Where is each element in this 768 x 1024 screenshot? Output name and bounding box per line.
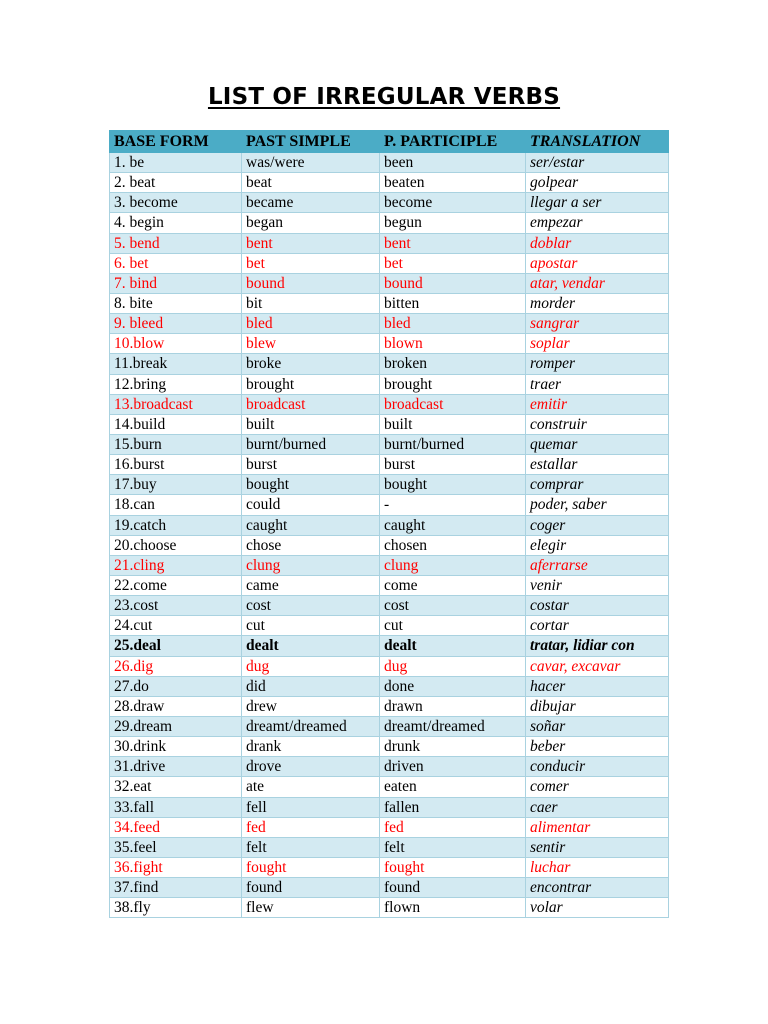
past-participle-cell: dealt	[380, 636, 526, 656]
base-form-cell: 31.drive	[110, 757, 242, 777]
table-row	[110, 676, 669, 696]
base-form-cell: 15.burn	[110, 434, 242, 454]
past-simple-cell: cost	[242, 596, 380, 616]
translation-cell: hacer	[526, 676, 669, 696]
table-row	[110, 374, 669, 394]
table-row	[110, 757, 669, 777]
base-form-cell: 16.burst	[110, 455, 242, 475]
past-participle-cell: cut	[380, 616, 526, 636]
past-simple-cell: felt	[242, 837, 380, 857]
translation-cell: luchar	[526, 857, 669, 877]
past-participle-cell: beaten	[380, 173, 526, 193]
past-simple-cell: was/were	[242, 153, 380, 173]
base-form-cell: 12.bring	[110, 374, 242, 394]
past-simple-cell: broke	[242, 354, 380, 374]
past-participle-cell: dreamt/dreamed	[380, 716, 526, 736]
translation-cell: comer	[526, 777, 669, 797]
table-row	[110, 857, 669, 877]
past-participle-cell: bent	[380, 233, 526, 253]
past-participle-cell: become	[380, 193, 526, 213]
table-row	[110, 575, 669, 595]
table-row	[110, 716, 669, 736]
past-participle-cell: built	[380, 414, 526, 434]
table-row	[110, 737, 669, 757]
base-form-cell: 2. beat	[110, 173, 242, 193]
past-participle-cell: clung	[380, 555, 526, 575]
base-form-cell: 29.dream	[110, 716, 242, 736]
past-participle-cell: eaten	[380, 777, 526, 797]
translation-cell: elegir	[526, 535, 669, 555]
base-form-cell: 36.fight	[110, 857, 242, 877]
translation-cell: venir	[526, 575, 669, 595]
translation-cell: sangrar	[526, 314, 669, 334]
translation-cell: dibujar	[526, 696, 669, 716]
past-simple-cell: could	[242, 495, 380, 515]
translation-cell: apostar	[526, 253, 669, 273]
past-participle-cell: dug	[380, 656, 526, 676]
translation-cell: llegar a ser	[526, 193, 669, 213]
translation-cell: costar	[526, 596, 669, 616]
column-header-past-simple: PAST SIMPLE	[242, 131, 380, 153]
translation-cell: estallar	[526, 455, 669, 475]
table-row	[110, 434, 669, 454]
past-participle-cell: drawn	[380, 696, 526, 716]
table-row	[110, 535, 669, 555]
table-row	[110, 656, 669, 676]
translation-cell: coger	[526, 515, 669, 535]
translation-cell: aferrarse	[526, 555, 669, 575]
past-simple-cell: beat	[242, 173, 380, 193]
past-participle-cell: bound	[380, 273, 526, 293]
translation-cell: comprar	[526, 475, 669, 495]
past-simple-cell: drew	[242, 696, 380, 716]
past-participle-cell: been	[380, 153, 526, 173]
irregular-verbs-table	[109, 130, 669, 918]
past-simple-cell: broadcast	[242, 394, 380, 414]
translation-cell: doblar	[526, 233, 669, 253]
base-form-cell: 28.draw	[110, 696, 242, 716]
past-simple-cell: fed	[242, 817, 380, 837]
past-simple-cell: found	[242, 878, 380, 898]
table-row	[110, 455, 669, 475]
past-simple-cell: drove	[242, 757, 380, 777]
table-row	[110, 515, 669, 535]
table-row	[110, 314, 669, 334]
past-participle-cell: begun	[380, 213, 526, 233]
translation-cell: romper	[526, 354, 669, 374]
past-simple-cell: clung	[242, 555, 380, 575]
past-participle-cell: brought	[380, 374, 526, 394]
base-form-cell: 27.do	[110, 676, 242, 696]
past-participle-cell: bled	[380, 314, 526, 334]
past-participle-cell: bet	[380, 253, 526, 273]
table-row	[110, 555, 669, 575]
table-row	[110, 153, 669, 173]
table-row	[110, 414, 669, 434]
past-simple-cell: bit	[242, 293, 380, 313]
page-title: LIST OF IRREGULAR VERBS	[207, 84, 561, 110]
translation-cell: morder	[526, 293, 669, 313]
base-form-cell: 4. begin	[110, 213, 242, 233]
past-simple-cell: began	[242, 213, 380, 233]
past-simple-cell: caught	[242, 515, 380, 535]
base-form-cell: 9. bleed	[110, 314, 242, 334]
table-row	[110, 273, 669, 293]
table-row	[110, 475, 669, 495]
table-row	[110, 173, 669, 193]
table-row	[110, 394, 669, 414]
past-simple-cell: came	[242, 575, 380, 595]
past-simple-cell: cut	[242, 616, 380, 636]
past-simple-cell: brought	[242, 374, 380, 394]
translation-cell: caer	[526, 797, 669, 817]
base-form-cell: 6. bet	[110, 253, 242, 273]
translation-cell: cortar	[526, 616, 669, 636]
base-form-cell: 1. be	[110, 153, 242, 173]
past-participle-cell: broadcast	[380, 394, 526, 414]
translation-cell: poder, saber	[526, 495, 669, 515]
past-simple-cell: dealt	[242, 636, 380, 656]
past-simple-cell: bought	[242, 475, 380, 495]
table-row	[110, 354, 669, 374]
past-participle-cell: bought	[380, 475, 526, 495]
table-row	[110, 696, 669, 716]
base-form-cell: 13.broadcast	[110, 394, 242, 414]
translation-cell: alimentar	[526, 817, 669, 837]
past-simple-cell: drank	[242, 737, 380, 757]
base-form-cell: 33.fall	[110, 797, 242, 817]
base-form-cell: 21.cling	[110, 555, 242, 575]
past-simple-cell: bent	[242, 233, 380, 253]
base-form-cell: 8. bite	[110, 293, 242, 313]
base-form-cell: 14.build	[110, 414, 242, 434]
past-simple-cell: dreamt/dreamed	[242, 716, 380, 736]
base-form-cell: 18.can	[110, 495, 242, 515]
column-header-translation: TRANSLATION	[526, 131, 669, 153]
base-form-cell: 7. bind	[110, 273, 242, 293]
table-row	[110, 837, 669, 857]
past-participle-cell: done	[380, 676, 526, 696]
base-form-cell: 35.feel	[110, 837, 242, 857]
table-row	[110, 898, 669, 918]
base-form-cell: 10.blow	[110, 334, 242, 354]
past-simple-cell: fought	[242, 857, 380, 877]
base-form-cell: 32.eat	[110, 777, 242, 797]
translation-cell: encontrar	[526, 878, 669, 898]
past-participle-cell: caught	[380, 515, 526, 535]
past-simple-cell: bled	[242, 314, 380, 334]
base-form-cell: 26.dig	[110, 656, 242, 676]
past-simple-cell: became	[242, 193, 380, 213]
past-participle-cell: blown	[380, 334, 526, 354]
base-form-cell: 25.deal	[110, 636, 242, 656]
past-simple-cell: built	[242, 414, 380, 434]
table-row	[110, 878, 669, 898]
translation-cell: soñar	[526, 716, 669, 736]
past-simple-cell: fell	[242, 797, 380, 817]
past-participle-cell: fallen	[380, 797, 526, 817]
table-row	[110, 233, 669, 253]
table-row	[110, 253, 669, 273]
translation-cell: sentir	[526, 837, 669, 857]
table-row	[110, 293, 669, 313]
translation-cell: quemar	[526, 434, 669, 454]
translation-cell: tratar, lidiar con	[526, 636, 669, 656]
table-row	[110, 616, 669, 636]
base-form-cell: 17.buy	[110, 475, 242, 495]
translation-cell: conducir	[526, 757, 669, 777]
base-form-cell: 3. become	[110, 193, 242, 213]
past-participle-cell: bitten	[380, 293, 526, 313]
table-row	[110, 213, 669, 233]
table-header-row	[110, 131, 669, 153]
base-form-cell: 19.catch	[110, 515, 242, 535]
translation-cell: emitir	[526, 394, 669, 414]
column-header-base-form: BASE FORM	[110, 131, 242, 153]
past-participle-cell: fought	[380, 857, 526, 877]
base-form-cell: 22.come	[110, 575, 242, 595]
past-participle-cell: drunk	[380, 737, 526, 757]
past-simple-cell: blew	[242, 334, 380, 354]
base-form-cell: 37.find	[110, 878, 242, 898]
table-row	[110, 334, 669, 354]
column-header-past-participle: P. PARTICIPLE	[380, 131, 526, 153]
translation-cell: empezar	[526, 213, 669, 233]
past-simple-cell: chose	[242, 535, 380, 555]
past-participle-cell: cost	[380, 596, 526, 616]
table-body	[110, 153, 669, 918]
table-row	[110, 797, 669, 817]
base-form-cell: 20.choose	[110, 535, 242, 555]
past-simple-cell: did	[242, 676, 380, 696]
translation-cell: ser/estar	[526, 153, 669, 173]
table-row	[110, 817, 669, 837]
past-participle-cell: burnt/burned	[380, 434, 526, 454]
past-participle-cell: burst	[380, 455, 526, 475]
base-form-cell: 5. bend	[110, 233, 242, 253]
base-form-cell: 24.cut	[110, 616, 242, 636]
past-participle-cell: fed	[380, 817, 526, 837]
translation-cell: construir	[526, 414, 669, 434]
translation-cell: beber	[526, 737, 669, 757]
past-participle-cell: broken	[380, 354, 526, 374]
base-form-cell: 30.drink	[110, 737, 242, 757]
past-simple-cell: bound	[242, 273, 380, 293]
past-simple-cell: flew	[242, 898, 380, 918]
translation-cell: volar	[526, 898, 669, 918]
base-form-cell: 34.feed	[110, 817, 242, 837]
past-simple-cell: bet	[242, 253, 380, 273]
translation-cell: soplar	[526, 334, 669, 354]
base-form-cell: 38.fly	[110, 898, 242, 918]
past-participle-cell: flown	[380, 898, 526, 918]
past-participle-cell: chosen	[380, 535, 526, 555]
base-form-cell: 23.cost	[110, 596, 242, 616]
past-participle-cell: driven	[380, 757, 526, 777]
past-participle-cell: come	[380, 575, 526, 595]
translation-cell: traer	[526, 374, 669, 394]
table-row	[110, 495, 669, 515]
translation-cell: cavar, excavar	[526, 656, 669, 676]
table-row	[110, 193, 669, 213]
past-participle-cell: -	[380, 495, 526, 515]
table-row	[110, 596, 669, 616]
translation-cell: golpear	[526, 173, 669, 193]
base-form-cell: 11.break	[110, 354, 242, 374]
past-simple-cell: ate	[242, 777, 380, 797]
past-simple-cell: dug	[242, 656, 380, 676]
table-row	[110, 636, 669, 656]
past-participle-cell: felt	[380, 837, 526, 857]
past-participle-cell: found	[380, 878, 526, 898]
past-simple-cell: burst	[242, 455, 380, 475]
table-row	[110, 777, 669, 797]
translation-cell: atar, vendar	[526, 273, 669, 293]
past-simple-cell: burnt/burned	[242, 434, 380, 454]
